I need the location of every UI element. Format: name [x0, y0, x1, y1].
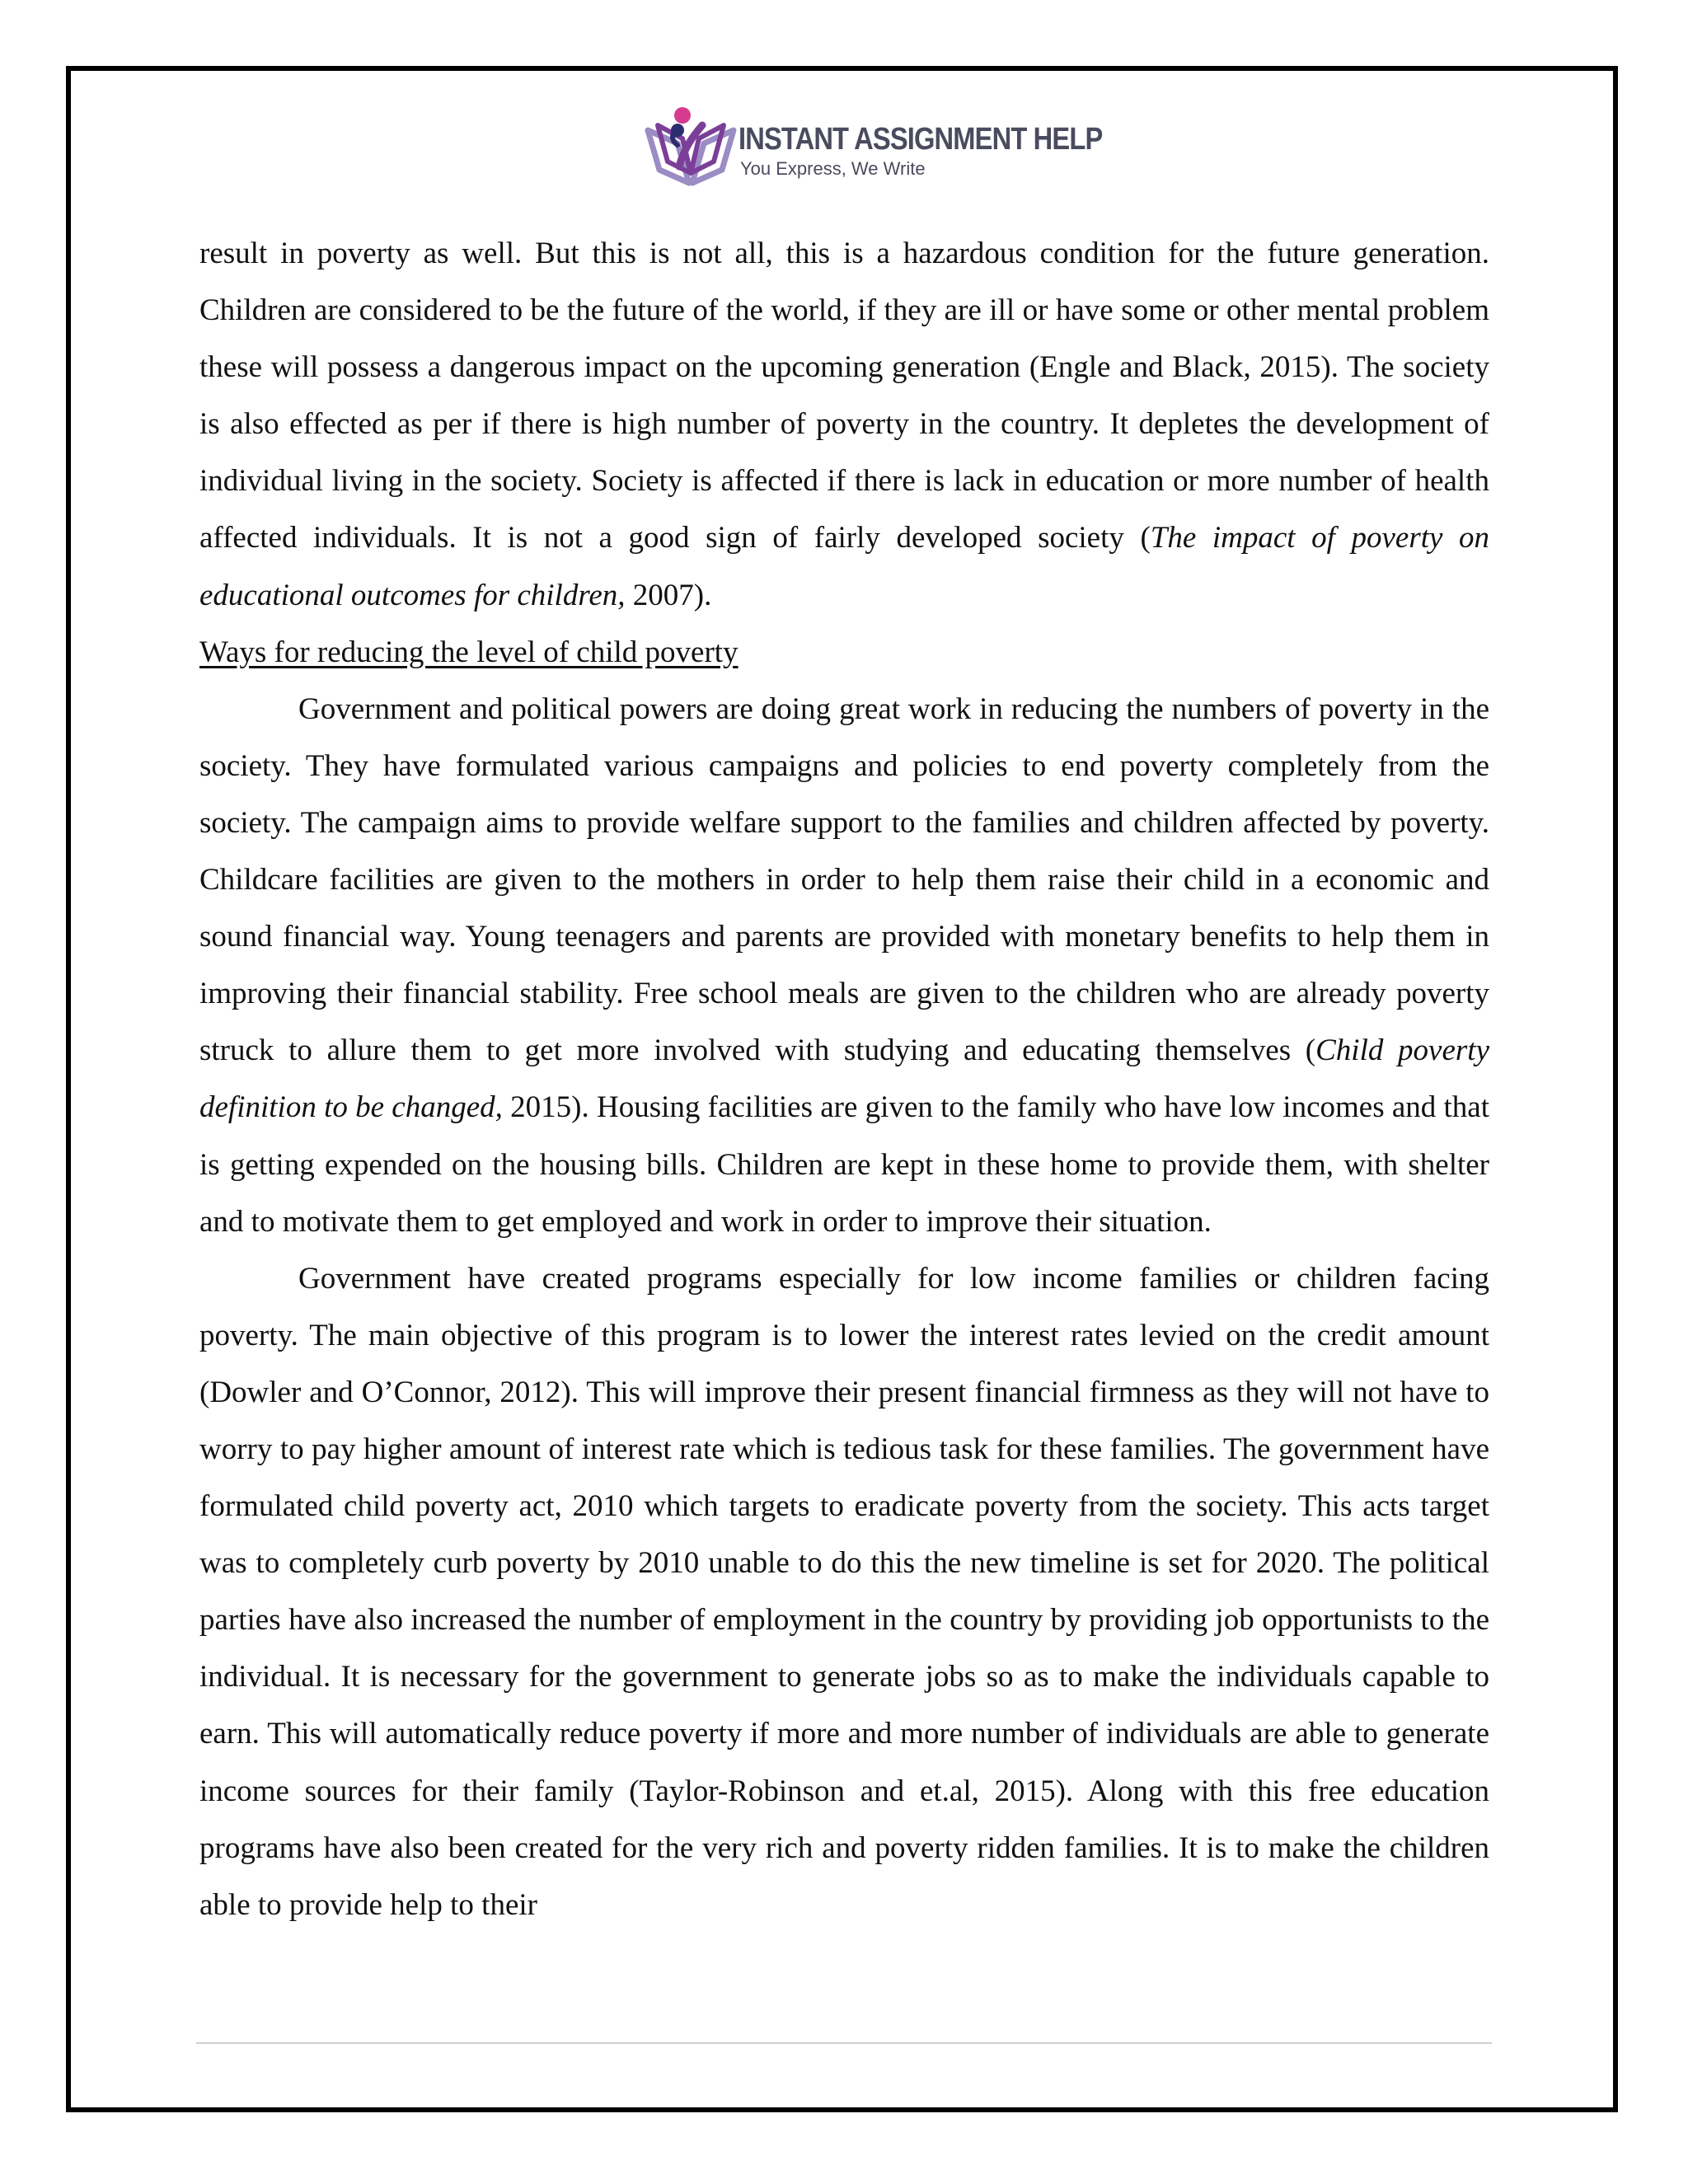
logo-tagline: You Express, We Write	[740, 158, 926, 179]
logo-title: INSTANT ASSIGNMENT HELP	[738, 122, 1103, 157]
paragraph: Government have created programs especially for low income families or children facing poverty. The main objective of this program is to lower the interest rates levied on the credit amount (Dowler and O’Connor, 2012). This will improve their present financial firmness as they will not have to worry to pay higher amount of interest rate which is tedious task for these families. The government have formulated child poverty act, 2010 which targets to eradicate poverty from the society. This acts target was to completely curb poverty by 2010 unable to do this the new timeline is set for 2020. The political parties have also increased the number of employment in the country by providing job opportunists to the individual. It is necessary for the government to generate jobs so as to make the individuals capable to earn. This will automatically reduce poverty if more and more number of individuals are able to generate income sources for their family (Taylor-Robinson and et.al, 2015). Along with this free education programs have also been created for the very rich and poverty ridden families. It is to make the children able to provide help to their	[199, 1261, 1489, 1922]
logo-book-icon	[641, 97, 742, 188]
paragraph-text: 2015). Housing facilities are given to the family who have low incomes and that is getting expended on the housing bills. Children are kept in these home to provide them, with shelter and to motivate them to get employed and work in order to improve their situation.	[199, 1090, 1490, 1239]
citation-title: Child poverty definition to be changed,	[199, 1033, 1489, 1125]
paragraph-text: 2007).	[625, 578, 712, 612]
footer-divider	[196, 2042, 1492, 2044]
citation-title: The impact of poverty on educational outcomes for children,	[199, 521, 1489, 612]
paragraph-text: result in poverty as well. But this is not all, this is a hazardous condition for the future generation. Children are considered to be the future of the world, if they are ill or have some or other mental problem these will possess a dangerous impact on the upcoming generation (Engle and Black, 2015). The society is also effected as per if there is high number of poverty in the country. It depletes the development of individual living in the society. Society is affected if there is lack in education or more number of health affected individuals. It is not a good sign of fairly developed society (	[199, 237, 1489, 555]
paragraph-text: Government and political powers are doing great work in reducing the numbers of poverty in the society. They have formulated various campaigns and policies to end poverty completely from the society. The campaign aims to provide welfare support to the families and children affected by poverty. Childcare facilities are given to the mothers in order to help them raise their child in a economic and sound financial way. Young teenagers and parents are provided with monetary benefits to help them in improving their financial stability. Free school meals are given to the children who are already poverty struck to allure them to get more involved with studying and educating themselves (	[199, 691, 1489, 1068]
paragraph	[199, 681, 1489, 1250]
paragraph	[199, 225, 1489, 624]
section-heading: Ways for reducing the level of child poverty	[199, 635, 738, 669]
logo	[641, 97, 1103, 188]
document-body	[199, 225, 1489, 1933]
